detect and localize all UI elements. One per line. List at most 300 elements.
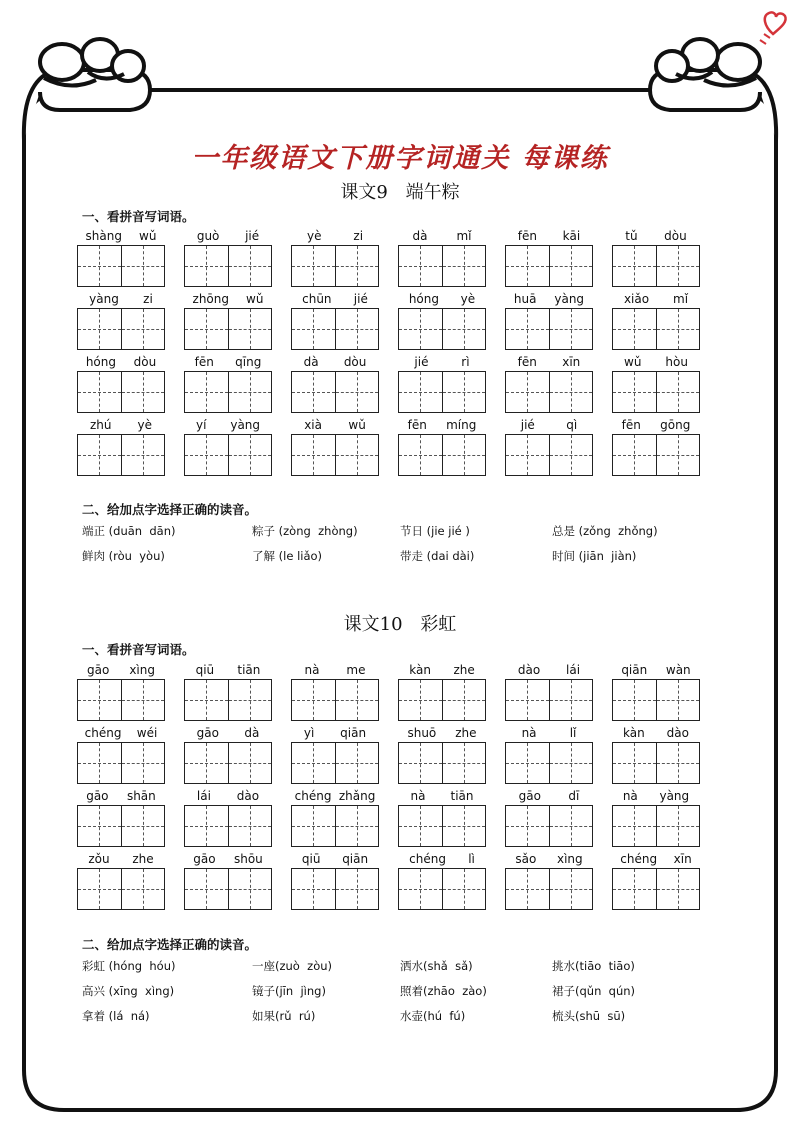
writing-boxes[interactable] xyxy=(505,805,593,847)
pinyin-syllable: xīn xyxy=(562,355,581,369)
tianzige-cell[interactable] xyxy=(335,246,379,286)
tianzige-cell[interactable] xyxy=(292,869,335,909)
word-item xyxy=(398,851,486,911)
writing-boxes[interactable] xyxy=(77,679,165,721)
tianzige-cell[interactable] xyxy=(121,309,165,349)
tianzige-cell[interactable] xyxy=(549,680,593,720)
pinyin-label xyxy=(184,417,272,433)
tianzige-cell[interactable] xyxy=(292,806,335,846)
pinyin-syllable: hóng xyxy=(408,292,439,306)
word-item xyxy=(184,228,272,288)
pinyin-syllable: qiān xyxy=(342,852,369,866)
tianzige-cell[interactable] xyxy=(78,435,121,475)
writing-boxes[interactable] xyxy=(184,868,272,910)
tianzige-cell[interactable] xyxy=(656,435,700,475)
pinyin-label xyxy=(77,851,165,867)
tianzige-cell[interactable] xyxy=(399,806,442,846)
tianzige-cell[interactable] xyxy=(185,869,228,909)
pinyin-syllable: nà xyxy=(304,663,320,677)
tianzige-cell[interactable] xyxy=(185,806,228,846)
word-item xyxy=(505,725,593,785)
writing-boxes[interactable] xyxy=(612,245,700,287)
pinyin-label xyxy=(398,662,486,678)
pinyin-syllable: rì xyxy=(461,355,470,369)
pinyin-label xyxy=(505,354,593,370)
tianzige-cell[interactable] xyxy=(656,309,700,349)
word-item xyxy=(612,725,700,785)
writing-boxes[interactable] xyxy=(612,308,700,350)
writing-boxes[interactable] xyxy=(291,805,379,847)
writing-boxes[interactable] xyxy=(77,308,165,350)
pinyin-syllable: dào xyxy=(666,726,689,740)
reading-choice[interactable]: 高兴 (xīng xìng) xyxy=(82,984,175,998)
lesson-10-section1-title: 一、看拼音写词语。 xyxy=(82,642,195,657)
tianzige-cell[interactable] xyxy=(613,869,656,909)
word-item xyxy=(612,291,700,351)
pinyin-syllable: yì xyxy=(303,726,315,740)
pinyin-label xyxy=(612,291,700,307)
pinyin-syllable: chéng xyxy=(294,789,332,803)
heart-icon xyxy=(765,12,786,34)
writing-boxes[interactable] xyxy=(184,434,272,476)
word-item xyxy=(77,417,165,477)
writing-boxes[interactable] xyxy=(398,742,486,784)
reading-choice[interactable]: 了解 (le liǎo) xyxy=(252,549,323,563)
word-item xyxy=(184,851,272,911)
pinyin-syllable: gāo xyxy=(87,663,110,677)
pinyin-label xyxy=(505,291,593,307)
reading-choice[interactable]: 拿着 (lá ná) xyxy=(82,1009,150,1023)
pinyin-syllable: yàng xyxy=(659,789,690,803)
pinyin-syllable: fēn xyxy=(621,418,641,432)
pinyin-syllable: gāo xyxy=(518,789,541,803)
tianzige-cell[interactable] xyxy=(335,435,379,475)
tianzige-cell[interactable] xyxy=(506,435,549,475)
tianzige-cell[interactable] xyxy=(335,806,379,846)
writing-boxes[interactable] xyxy=(77,742,165,784)
pinyin-syllable: jié xyxy=(353,292,368,306)
tianzige-cell[interactable] xyxy=(292,309,335,349)
writing-boxes[interactable] xyxy=(612,679,700,721)
pinyin-syllable: yí xyxy=(195,418,207,432)
writing-boxes[interactable] xyxy=(291,868,379,910)
pinyin-syllable: lì xyxy=(468,852,475,866)
writing-boxes[interactable] xyxy=(505,679,593,721)
tianzige-cell[interactable] xyxy=(335,680,379,720)
pinyin-label xyxy=(184,725,272,741)
heart-sparkle-icon xyxy=(760,34,770,44)
writing-boxes[interactable] xyxy=(77,805,165,847)
writing-boxes[interactable] xyxy=(291,742,379,784)
reading-choice[interactable]: 粽子 (zòng zhòng) xyxy=(252,524,358,538)
pinyin-label xyxy=(77,788,165,804)
pinyin-label xyxy=(291,725,379,741)
tianzige-cell[interactable] xyxy=(613,372,656,412)
pinyin-syllable: fēn xyxy=(407,418,427,432)
pinyin-syllable: dà xyxy=(244,726,260,740)
pinyin-syllable: wàn xyxy=(665,663,691,677)
writing-boxes[interactable] xyxy=(184,679,272,721)
tianzige-cell[interactable] xyxy=(185,246,228,286)
pinyin-label xyxy=(612,851,700,867)
reading-choice[interactable]: 镜子(jīn jìng) xyxy=(252,984,326,998)
tianzige-cell[interactable] xyxy=(442,309,486,349)
pinyin-label xyxy=(398,851,486,867)
tianzige-cell[interactable] xyxy=(335,309,379,349)
tianzige-cell[interactable] xyxy=(549,806,593,846)
tianzige-cell[interactable] xyxy=(292,743,335,783)
writing-boxes[interactable] xyxy=(291,308,379,350)
pinyin-syllable: sǎo xyxy=(515,852,537,866)
tianzige-cell[interactable] xyxy=(335,743,379,783)
pinyin-syllable: dà xyxy=(303,355,319,369)
pinyin-syllable: yè xyxy=(306,229,322,243)
lesson-9-header xyxy=(0,178,800,204)
pinyin-syllable: xiǎo xyxy=(623,292,650,306)
tianzige-cell[interactable] xyxy=(121,869,165,909)
writing-boxes[interactable] xyxy=(398,371,486,413)
writing-boxes[interactable] xyxy=(398,868,486,910)
pinyin-syllable: xìng xyxy=(129,663,155,677)
tianzige-cell[interactable] xyxy=(121,435,165,475)
writing-boxes[interactable] xyxy=(505,434,593,476)
word-item xyxy=(291,354,379,414)
pinyin-syllable: guò xyxy=(196,229,220,243)
tianzige-cell[interactable] xyxy=(613,743,656,783)
word-item xyxy=(291,851,379,911)
pinyin-syllable: kàn xyxy=(409,663,431,677)
pinyin-label xyxy=(612,788,700,804)
pinyin-syllable: tiān xyxy=(450,789,474,803)
writing-boxes[interactable] xyxy=(612,868,700,910)
pinyin-syllable: xià xyxy=(304,418,322,432)
writing-boxes[interactable] xyxy=(612,434,700,476)
pinyin-syllable: tiān xyxy=(237,663,261,677)
tianzige-cell[interactable] xyxy=(549,743,593,783)
writing-boxes[interactable] xyxy=(612,371,700,413)
pinyin-syllable: gōng xyxy=(660,418,691,432)
lesson-9-section1-title: 一、看拼音写词语。 xyxy=(82,209,195,224)
tianzige-cell[interactable] xyxy=(292,680,335,720)
writing-boxes[interactable] xyxy=(505,245,593,287)
writing-boxes[interactable] xyxy=(398,434,486,476)
reading-choice[interactable]: 一座(zuò zòu) xyxy=(252,959,333,973)
tianzige-cell[interactable] xyxy=(335,372,379,412)
tianzige-cell[interactable] xyxy=(442,680,486,720)
tianzige-cell[interactable] xyxy=(121,372,165,412)
reading-choice[interactable]: 端正 (duān dān) xyxy=(82,524,176,538)
tianzige-cell[interactable] xyxy=(656,869,700,909)
pinyin-syllable: zhōng xyxy=(192,292,229,306)
pinyin-syllable: wǔ xyxy=(624,355,642,369)
tianzige-cell[interactable] xyxy=(228,869,272,909)
writing-boxes[interactable] xyxy=(77,371,165,413)
tianzige-cell[interactable] xyxy=(549,869,593,909)
lesson-9-section2-title: 二、给加点字选择正确的读音。 xyxy=(82,502,258,517)
tianzige-cell[interactable] xyxy=(399,435,442,475)
tianzige-cell[interactable] xyxy=(228,806,272,846)
word-item xyxy=(612,354,700,414)
left-corner-curl xyxy=(24,39,150,140)
lesson-10-section2-title: 二、给加点字选择正确的读音。 xyxy=(82,937,258,952)
writing-boxes[interactable] xyxy=(398,245,486,287)
tianzige-cell[interactable] xyxy=(121,806,165,846)
writing-boxes[interactable] xyxy=(505,868,593,910)
pinyin-syllable: kàn xyxy=(622,726,645,740)
word-item xyxy=(77,788,165,848)
reading-choice[interactable]: 彩虹 (hóng hóu) xyxy=(82,959,176,973)
pinyin-syllable: dà xyxy=(412,229,428,243)
writing-boxes[interactable] xyxy=(398,679,486,721)
reading-choice[interactable]: 如果(rǔ rú) xyxy=(252,1009,316,1023)
tianzige-cell[interactable] xyxy=(335,869,379,909)
writing-boxes[interactable] xyxy=(184,805,272,847)
word-item xyxy=(184,417,272,477)
pinyin-syllable: zhe xyxy=(455,726,477,740)
word-item xyxy=(184,662,272,722)
tianzige-cell[interactable] xyxy=(506,372,549,412)
pinyin-syllable: zhǎng xyxy=(338,789,376,803)
tianzige-cell[interactable] xyxy=(185,309,228,349)
tianzige-cell[interactable] xyxy=(506,246,549,286)
word-item xyxy=(612,417,700,477)
tianzige-cell[interactable] xyxy=(442,372,486,412)
tianzige-cell[interactable] xyxy=(399,372,442,412)
pinyin-syllable: lái xyxy=(566,663,581,677)
tianzige-cell[interactable] xyxy=(292,435,335,475)
tianzige-cell[interactable] xyxy=(185,372,228,412)
pinyin-label xyxy=(612,662,700,678)
reading-choice[interactable]: 总是 (zǒng zhǒng) xyxy=(552,524,658,538)
reading-choice[interactable]: 裙子(qǔn qún) xyxy=(552,984,636,998)
tianzige-cell[interactable] xyxy=(185,435,228,475)
tianzige-cell[interactable] xyxy=(549,435,593,475)
word-item xyxy=(398,291,486,351)
tianzige-cell[interactable] xyxy=(613,309,656,349)
writing-boxes[interactable] xyxy=(77,245,165,287)
pinyin-syllable: nà xyxy=(410,789,426,803)
tianzige-cell[interactable] xyxy=(399,309,442,349)
pinyin-syllable: kāi xyxy=(562,229,581,243)
writing-boxes[interactable] xyxy=(505,371,593,413)
pinyin-label xyxy=(77,291,165,307)
tianzige-cell[interactable] xyxy=(613,435,656,475)
tianzige-cell[interactable] xyxy=(399,246,442,286)
word-item xyxy=(505,228,593,288)
pinyin-label xyxy=(398,417,486,433)
tianzige-cell[interactable] xyxy=(78,372,121,412)
pinyin-syllable: xìng xyxy=(556,852,583,866)
reading-choice[interactable]: 带走 (dai dài) xyxy=(400,549,475,563)
tianzige-cell[interactable] xyxy=(613,806,656,846)
pinyin-label xyxy=(77,725,165,741)
word-item xyxy=(505,417,593,477)
pinyin-syllable: huā xyxy=(513,292,537,306)
tianzige-cell[interactable] xyxy=(78,246,121,286)
tianzige-cell[interactable] xyxy=(506,743,549,783)
word-item xyxy=(505,291,593,351)
tianzige-cell[interactable] xyxy=(506,806,549,846)
word-item xyxy=(398,725,486,785)
pinyin-syllable: dòu xyxy=(133,355,157,369)
writing-boxes[interactable] xyxy=(505,742,593,784)
tianzige-cell[interactable] xyxy=(228,743,272,783)
lesson-10-name: 课文10 xyxy=(343,614,403,635)
word-item xyxy=(77,662,165,722)
pinyin-syllable: wǔ xyxy=(246,292,264,306)
word-item xyxy=(184,354,272,414)
word-item xyxy=(612,228,700,288)
pinyin-label xyxy=(398,725,486,741)
word-item xyxy=(184,291,272,351)
tianzige-cell[interactable] xyxy=(78,309,121,349)
tianzige-cell[interactable] xyxy=(613,680,656,720)
tianzige-cell[interactable] xyxy=(228,246,272,286)
tianzige-cell[interactable] xyxy=(292,246,335,286)
pinyin-label xyxy=(505,788,593,804)
pinyin-syllable: zhe xyxy=(132,852,154,866)
lesson-9-topic: 端午粽 xyxy=(405,182,460,203)
word-item xyxy=(505,662,593,722)
word-item xyxy=(398,662,486,722)
writing-boxes[interactable] xyxy=(505,308,593,350)
tianzige-cell[interactable] xyxy=(228,309,272,349)
writing-boxes[interactable] xyxy=(184,371,272,413)
word-item xyxy=(77,291,165,351)
pinyin-label xyxy=(291,417,379,433)
tianzige-cell[interactable] xyxy=(399,680,442,720)
pinyin-syllable: lǐ xyxy=(569,726,577,740)
pinyin-label xyxy=(398,354,486,370)
pinyin-syllable: chéng xyxy=(84,726,122,740)
pinyin-label xyxy=(612,354,700,370)
tianzige-cell[interactable] xyxy=(442,869,486,909)
tianzige-cell[interactable] xyxy=(656,246,700,286)
writing-boxes[interactable] xyxy=(291,245,379,287)
writing-boxes[interactable] xyxy=(184,308,272,350)
tianzige-cell[interactable] xyxy=(121,680,165,720)
word-item xyxy=(77,228,165,288)
tianzige-cell[interactable] xyxy=(185,743,228,783)
pinyin-label xyxy=(291,228,379,244)
reading-choice[interactable]: 照着(zhāo zào) xyxy=(400,984,487,998)
tianzige-cell[interactable] xyxy=(78,806,121,846)
pinyin-syllable: nà xyxy=(521,726,537,740)
reading-choice[interactable]: 挑水(tiāo tiāo) xyxy=(552,959,635,973)
pinyin-syllable: dī xyxy=(568,789,580,803)
pinyin-syllable: hòu xyxy=(665,355,688,369)
pinyin-label xyxy=(291,291,379,307)
pinyin-syllable: míng xyxy=(446,418,477,432)
pinyin-syllable: qiū xyxy=(301,852,321,866)
writing-boxes[interactable] xyxy=(291,679,379,721)
pinyin-syllable: shōu xyxy=(233,852,263,866)
tianzige-cell[interactable] xyxy=(121,743,165,783)
tianzige-cell[interactable] xyxy=(656,806,700,846)
pinyin-syllable: yè xyxy=(137,418,152,432)
tianzige-cell[interactable] xyxy=(399,743,442,783)
word-item xyxy=(398,228,486,288)
writing-boxes[interactable] xyxy=(184,742,272,784)
reading-choice[interactable]: 梳头(shū sū) xyxy=(552,1009,626,1023)
tianzige-cell[interactable] xyxy=(613,246,656,286)
tianzige-cell[interactable] xyxy=(78,869,121,909)
reading-choice[interactable]: 洒水(shǎ sǎ) xyxy=(400,959,473,973)
word-item xyxy=(398,354,486,414)
writing-boxes[interactable] xyxy=(291,371,379,413)
pinyin-syllable: jié xyxy=(414,355,429,369)
tianzige-cell[interactable] xyxy=(228,435,272,475)
pinyin-label xyxy=(505,228,593,244)
tianzige-cell[interactable] xyxy=(121,246,165,286)
word-item xyxy=(612,662,700,722)
tianzige-cell[interactable] xyxy=(656,743,700,783)
tianzige-cell[interactable] xyxy=(442,806,486,846)
word-item xyxy=(398,788,486,848)
pinyin-syllable: fēn xyxy=(194,355,214,369)
word-item xyxy=(398,417,486,477)
tianzige-cell[interactable] xyxy=(656,680,700,720)
pinyin-label xyxy=(398,228,486,244)
pinyin-syllable: chūn xyxy=(302,292,332,306)
pinyin-label xyxy=(184,228,272,244)
pinyin-syllable: yàng xyxy=(554,292,585,306)
pinyin-label xyxy=(505,725,593,741)
pinyin-syllable: dòu xyxy=(664,229,687,243)
tianzige-cell[interactable] xyxy=(506,309,549,349)
tianzige-cell[interactable] xyxy=(228,680,272,720)
pinyin-label xyxy=(398,788,486,804)
tianzige-cell[interactable] xyxy=(549,372,593,412)
pinyin-syllable: mǐ xyxy=(456,229,472,243)
tianzige-cell[interactable] xyxy=(549,309,593,349)
pinyin-syllable: qiū xyxy=(195,663,215,677)
tianzige-cell[interactable] xyxy=(549,246,593,286)
tianzige-cell[interactable] xyxy=(228,372,272,412)
tianzige-cell[interactable] xyxy=(442,435,486,475)
pinyin-label xyxy=(505,417,593,433)
writing-boxes[interactable] xyxy=(291,434,379,476)
writing-boxes[interactable] xyxy=(77,434,165,476)
lesson-9-name: 课文9 xyxy=(340,182,388,203)
reading-choice[interactable]: 鲜肉 (ròu yòu) xyxy=(82,549,165,563)
tianzige-cell[interactable] xyxy=(442,743,486,783)
tianzige-cell[interactable] xyxy=(506,869,549,909)
tianzige-cell[interactable] xyxy=(442,246,486,286)
writing-boxes[interactable] xyxy=(184,245,272,287)
reading-choice[interactable]: 时间 (jiān jiàn) xyxy=(552,549,637,563)
tianzige-cell[interactable] xyxy=(78,680,121,720)
tianzige-cell[interactable] xyxy=(506,680,549,720)
writing-boxes[interactable] xyxy=(398,308,486,350)
pinyin-syllable: shuō xyxy=(407,726,437,740)
tianzige-cell[interactable] xyxy=(656,372,700,412)
pinyin-syllable: zi xyxy=(353,229,364,243)
reading-choice[interactable]: 节日 (jie jié ) xyxy=(400,524,470,538)
tianzige-cell[interactable] xyxy=(78,743,121,783)
pinyin-syllable: shān xyxy=(126,789,156,803)
tianzige-cell[interactable] xyxy=(399,869,442,909)
pinyin-label xyxy=(398,291,486,307)
reading-choice[interactable]: 水壶(hú fú) xyxy=(400,1009,466,1023)
writing-boxes[interactable] xyxy=(77,868,165,910)
writing-boxes[interactable] xyxy=(612,805,700,847)
tianzige-cell[interactable] xyxy=(292,372,335,412)
writing-boxes[interactable] xyxy=(612,742,700,784)
tianzige-cell[interactable] xyxy=(185,680,228,720)
pinyin-syllable: yàng xyxy=(230,418,261,432)
writing-boxes[interactable] xyxy=(398,805,486,847)
